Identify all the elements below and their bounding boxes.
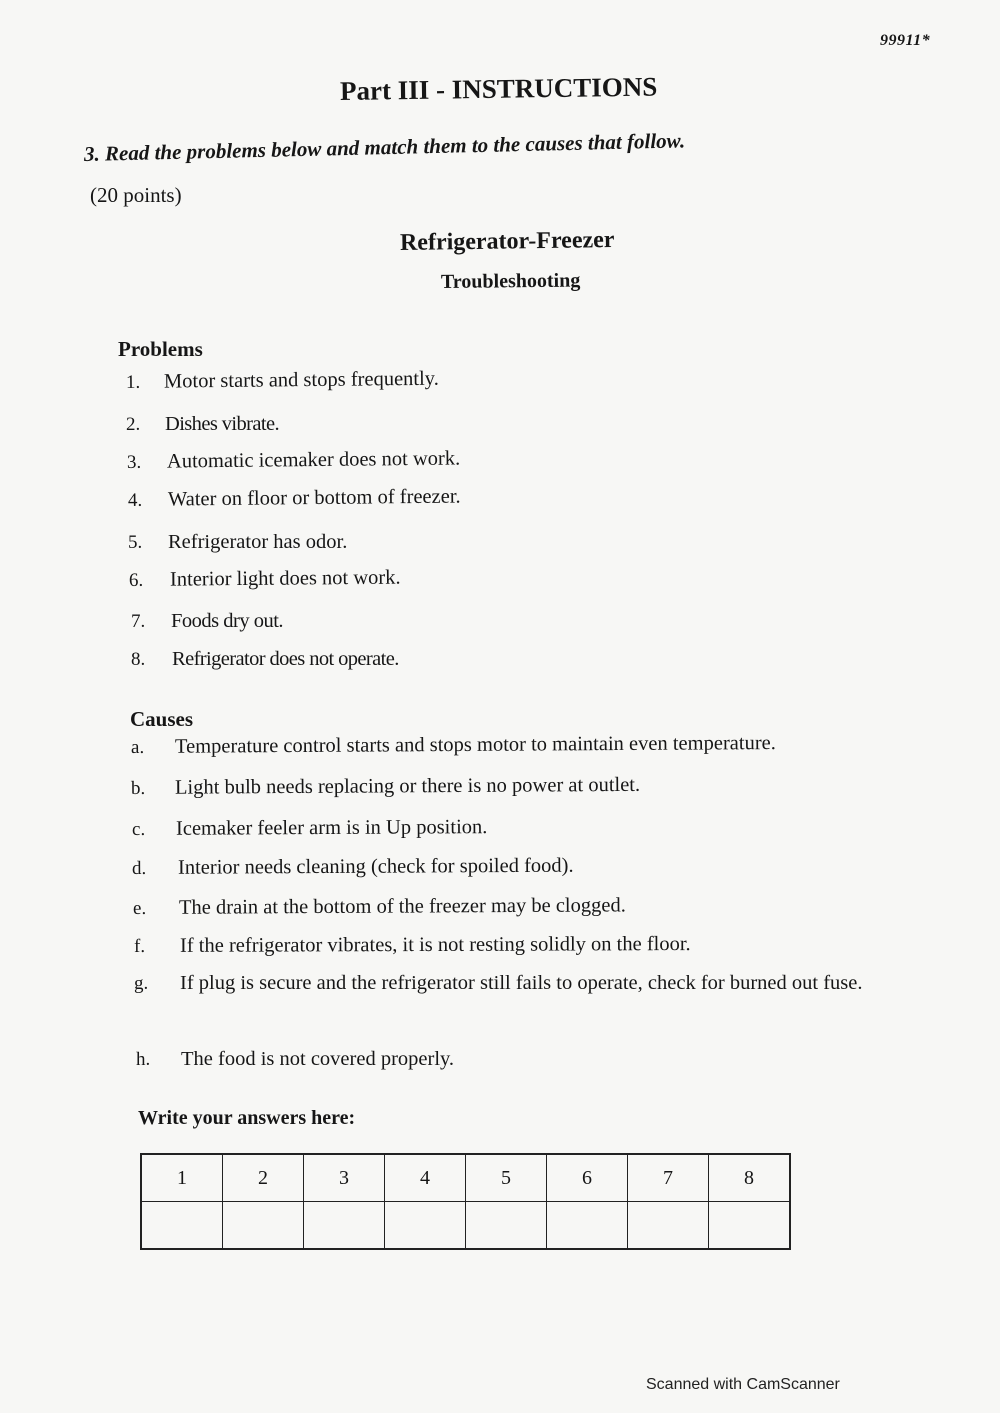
problem-text: Motor starts and stops frequently.	[163, 367, 439, 393]
answer-cell-6[interactable]	[547, 1202, 628, 1250]
cause-text: If plug is secure and the refrigerator still fails to operate, check for burned out fuse.	[180, 972, 863, 994]
cause-letter: e.	[132, 897, 147, 919]
causes-heading: Causes	[130, 707, 194, 731]
problem-number: 6.	[128, 569, 144, 591]
problem-number: 2.	[126, 414, 141, 435]
problem-number: 1.	[125, 371, 141, 393]
cause-item	[131, 732, 776, 759]
problem-text: Automatic icemaker does not work.	[166, 447, 461, 473]
worksheet-subtitle: Troubleshooting	[440, 269, 581, 293]
cause-item	[134, 933, 691, 958]
cause-text: The food is not covered properly.	[181, 1048, 455, 1070]
answer-cell-7[interactable]	[628, 1202, 709, 1250]
problem-item	[128, 531, 347, 554]
problem-text: Refrigerator does not operate.	[172, 648, 399, 670]
problem-item	[131, 648, 399, 671]
answer-column-label: 1	[141, 1154, 223, 1202]
problem-text: Water on floor or bottom of freezer.	[167, 485, 461, 511]
answer-column-label: 7	[628, 1154, 709, 1202]
problem-text: Foods dry out.	[171, 610, 284, 632]
cause-letter: d.	[131, 857, 147, 879]
cause-text: Interior needs cleaning (check for spoiled food).	[177, 854, 574, 879]
answer-cell-8[interactable]	[709, 1202, 791, 1250]
problem-number: 4.	[127, 489, 143, 511]
problem-text: Dishes vibrate.	[165, 413, 279, 435]
cause-item	[133, 894, 626, 920]
document-code: 99911*	[880, 32, 931, 49]
problem-text: Refrigerator has odor.	[168, 531, 348, 553]
answer-header-row	[141, 1154, 790, 1202]
answer-column-label: 5	[466, 1154, 547, 1202]
problem-item	[126, 368, 439, 394]
cause-letter: c.	[131, 818, 146, 840]
answer-table	[140, 1153, 791, 1250]
part-title: Part III - INSTRUCTIONS	[339, 71, 658, 106]
scanner-watermark: Scanned with CamScanner	[646, 1376, 840, 1393]
cause-item	[131, 774, 640, 800]
cause-item	[134, 966, 904, 1001]
answer-column-label: 6	[547, 1154, 628, 1202]
answer-cell-3[interactable]	[304, 1202, 385, 1250]
cause-letter: b.	[130, 777, 146, 799]
answer-cell-5[interactable]	[466, 1202, 547, 1250]
instruction-text: 3. Read the problems below and match them to the causes that follow.	[83, 128, 686, 166]
cause-item	[136, 1048, 454, 1071]
cause-item	[132, 855, 574, 880]
answer-column-label: 8	[709, 1154, 791, 1202]
problems-heading: Problems	[118, 337, 203, 361]
cause-text: Icemaker feeler arm is in Up position.	[175, 816, 488, 840]
problem-item	[128, 486, 461, 512]
cause-letter: a.	[130, 736, 145, 758]
cause-letter: g.	[134, 973, 149, 994]
problem-number: 8.	[131, 649, 146, 670]
cause-text: If the refrigerator vibrates, it is not resting solidly on the floor.	[179, 933, 691, 957]
answer-column-label: 4	[385, 1154, 466, 1202]
answer-column-label: 2	[223, 1154, 304, 1202]
problem-item	[129, 567, 401, 592]
points-label: (20 points)	[90, 183, 182, 207]
worksheet-title: Refrigerator-Freezer	[399, 227, 615, 256]
cause-text: Temperature control starts and stops motor to maintain even temperature.	[174, 732, 776, 758]
answer-cell-2[interactable]	[223, 1202, 304, 1250]
answer-input-row	[141, 1202, 790, 1250]
answer-cell-1[interactable]	[141, 1202, 223, 1250]
cause-letter: h.	[136, 1049, 151, 1070]
problem-item	[131, 610, 283, 633]
problem-text: Interior light does not work.	[169, 566, 401, 591]
problem-number: 7.	[131, 611, 146, 632]
problem-number: 5.	[128, 532, 143, 553]
answer-cell-4[interactable]	[385, 1202, 466, 1250]
problem-item	[126, 413, 279, 436]
problem-item	[127, 448, 460, 474]
cause-letter: f.	[133, 935, 146, 957]
problem-number: 3.	[126, 451, 142, 473]
answer-column-label: 3	[304, 1154, 385, 1202]
cause-text: The drain at the bottom of the freezer may be clogged.	[178, 894, 626, 919]
answers-heading: Write your answers here:	[138, 1107, 356, 1129]
cause-item	[132, 816, 487, 841]
cause-text: Light bulb needs replacing or there is no power at outlet.	[174, 773, 641, 799]
